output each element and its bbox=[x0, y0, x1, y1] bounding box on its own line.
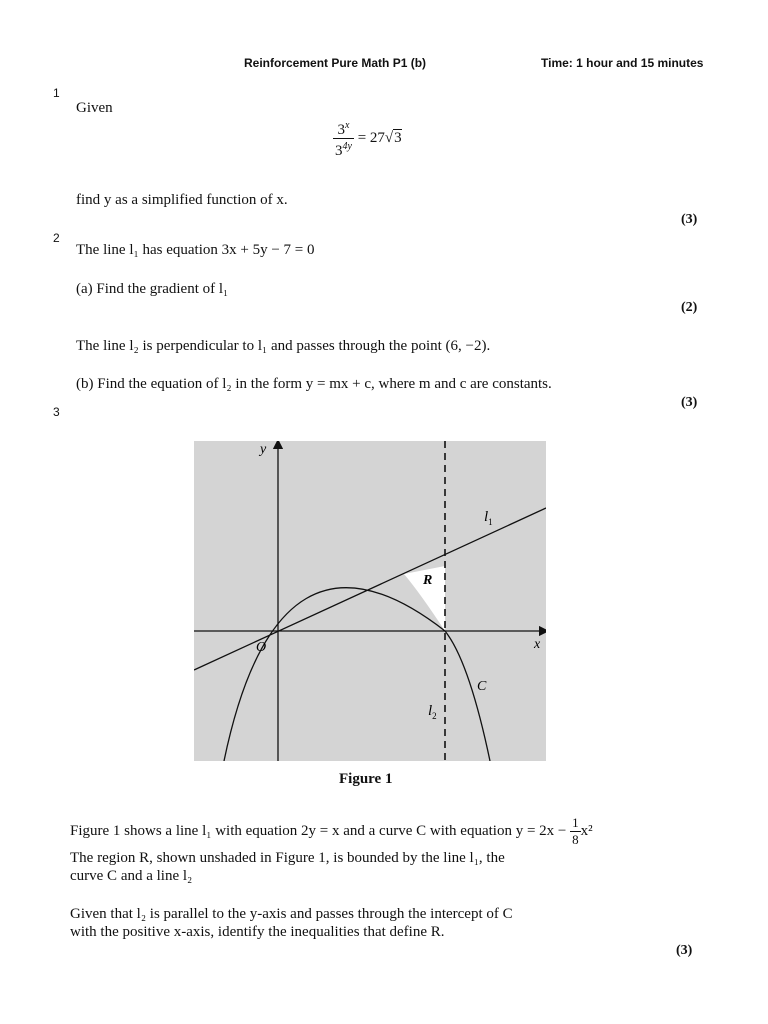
origin-label: O bbox=[256, 640, 267, 655]
question-3-number: 3 bbox=[53, 405, 60, 419]
question-3-paragraph-2b: curve C and a line l₂ bbox=[70, 868, 193, 884]
curve-c-label: C bbox=[477, 679, 487, 694]
equation-fraction: $\frac{3^x}{3^{4y}}$ bbox=[335, 120, 352, 159]
line-l2-label: $l_2$ bbox=[428, 703, 437, 721]
question-2-part-a: (a) Find the gradient of l₁ bbox=[76, 281, 229, 297]
shaded-background bbox=[194, 441, 546, 761]
paper-title: Reinforcement Pure Math P1 (b) bbox=[244, 56, 427, 70]
question-2-line-equation: The line l₁ has equation 3x + 5y − 7 = 0 bbox=[76, 242, 315, 258]
equation-rhs: = 27 bbox=[357, 129, 385, 146]
sqrt-radicand: 3 bbox=[394, 129, 402, 146]
question-3-paragraph-3a: Given that l₂ is parallel to the y-axis and passes through the intercept of C bbox=[70, 906, 513, 922]
fraction-one-eighth: $\frac{1}{8}$ bbox=[572, 815, 579, 847]
question-2-marks-a: (2) bbox=[681, 300, 698, 315]
sqrt-symbol: √ bbox=[384, 129, 394, 146]
question-1-equation bbox=[333, 118, 402, 159]
question-2-marks-b: (3) bbox=[681, 395, 698, 410]
question-2-perpendicular-line: The line l₂ is perpendicular to l₁ and passes through the point (6, −2). bbox=[76, 338, 491, 354]
question-2-number: 2 bbox=[53, 231, 60, 245]
figure-1-caption: Figure 1 bbox=[339, 771, 393, 787]
line-l1-label: $l_1$ bbox=[484, 509, 493, 527]
question-3-paragraph-1: Figure 1 shows a line l₁ with equation 2y = x and a curve C with equation y = 2x − $\frac{1}{8}$ x² bbox=[70, 815, 593, 847]
x-axis-label: x bbox=[534, 637, 541, 652]
question-1-instruction: find y as a simplified function of x. bbox=[76, 192, 288, 208]
question-3-marks: (3) bbox=[676, 943, 693, 958]
question-2-part-b: (b) Find the equation of l₂ in the form y = mx + c, where m and c are constants. bbox=[76, 376, 552, 392]
question-1-number: 1 bbox=[53, 86, 60, 100]
time-allowed: Time: 1 hour and 15 minutes bbox=[541, 56, 704, 70]
question-3-paragraph-2a: The region R, shown unshaded in Figure 1, is bounded by the line l₁, the bbox=[70, 850, 505, 866]
question-3-paragraph-3b: with the positive x-axis, identify the inequalities that define R. bbox=[70, 924, 445, 940]
figure-1-graph bbox=[194, 441, 546, 761]
y-axis-label: y bbox=[260, 442, 267, 457]
question-1-marks: (3) bbox=[681, 212, 698, 227]
question-1-intro: Given bbox=[76, 100, 113, 116]
region-r-label: R bbox=[423, 573, 433, 588]
